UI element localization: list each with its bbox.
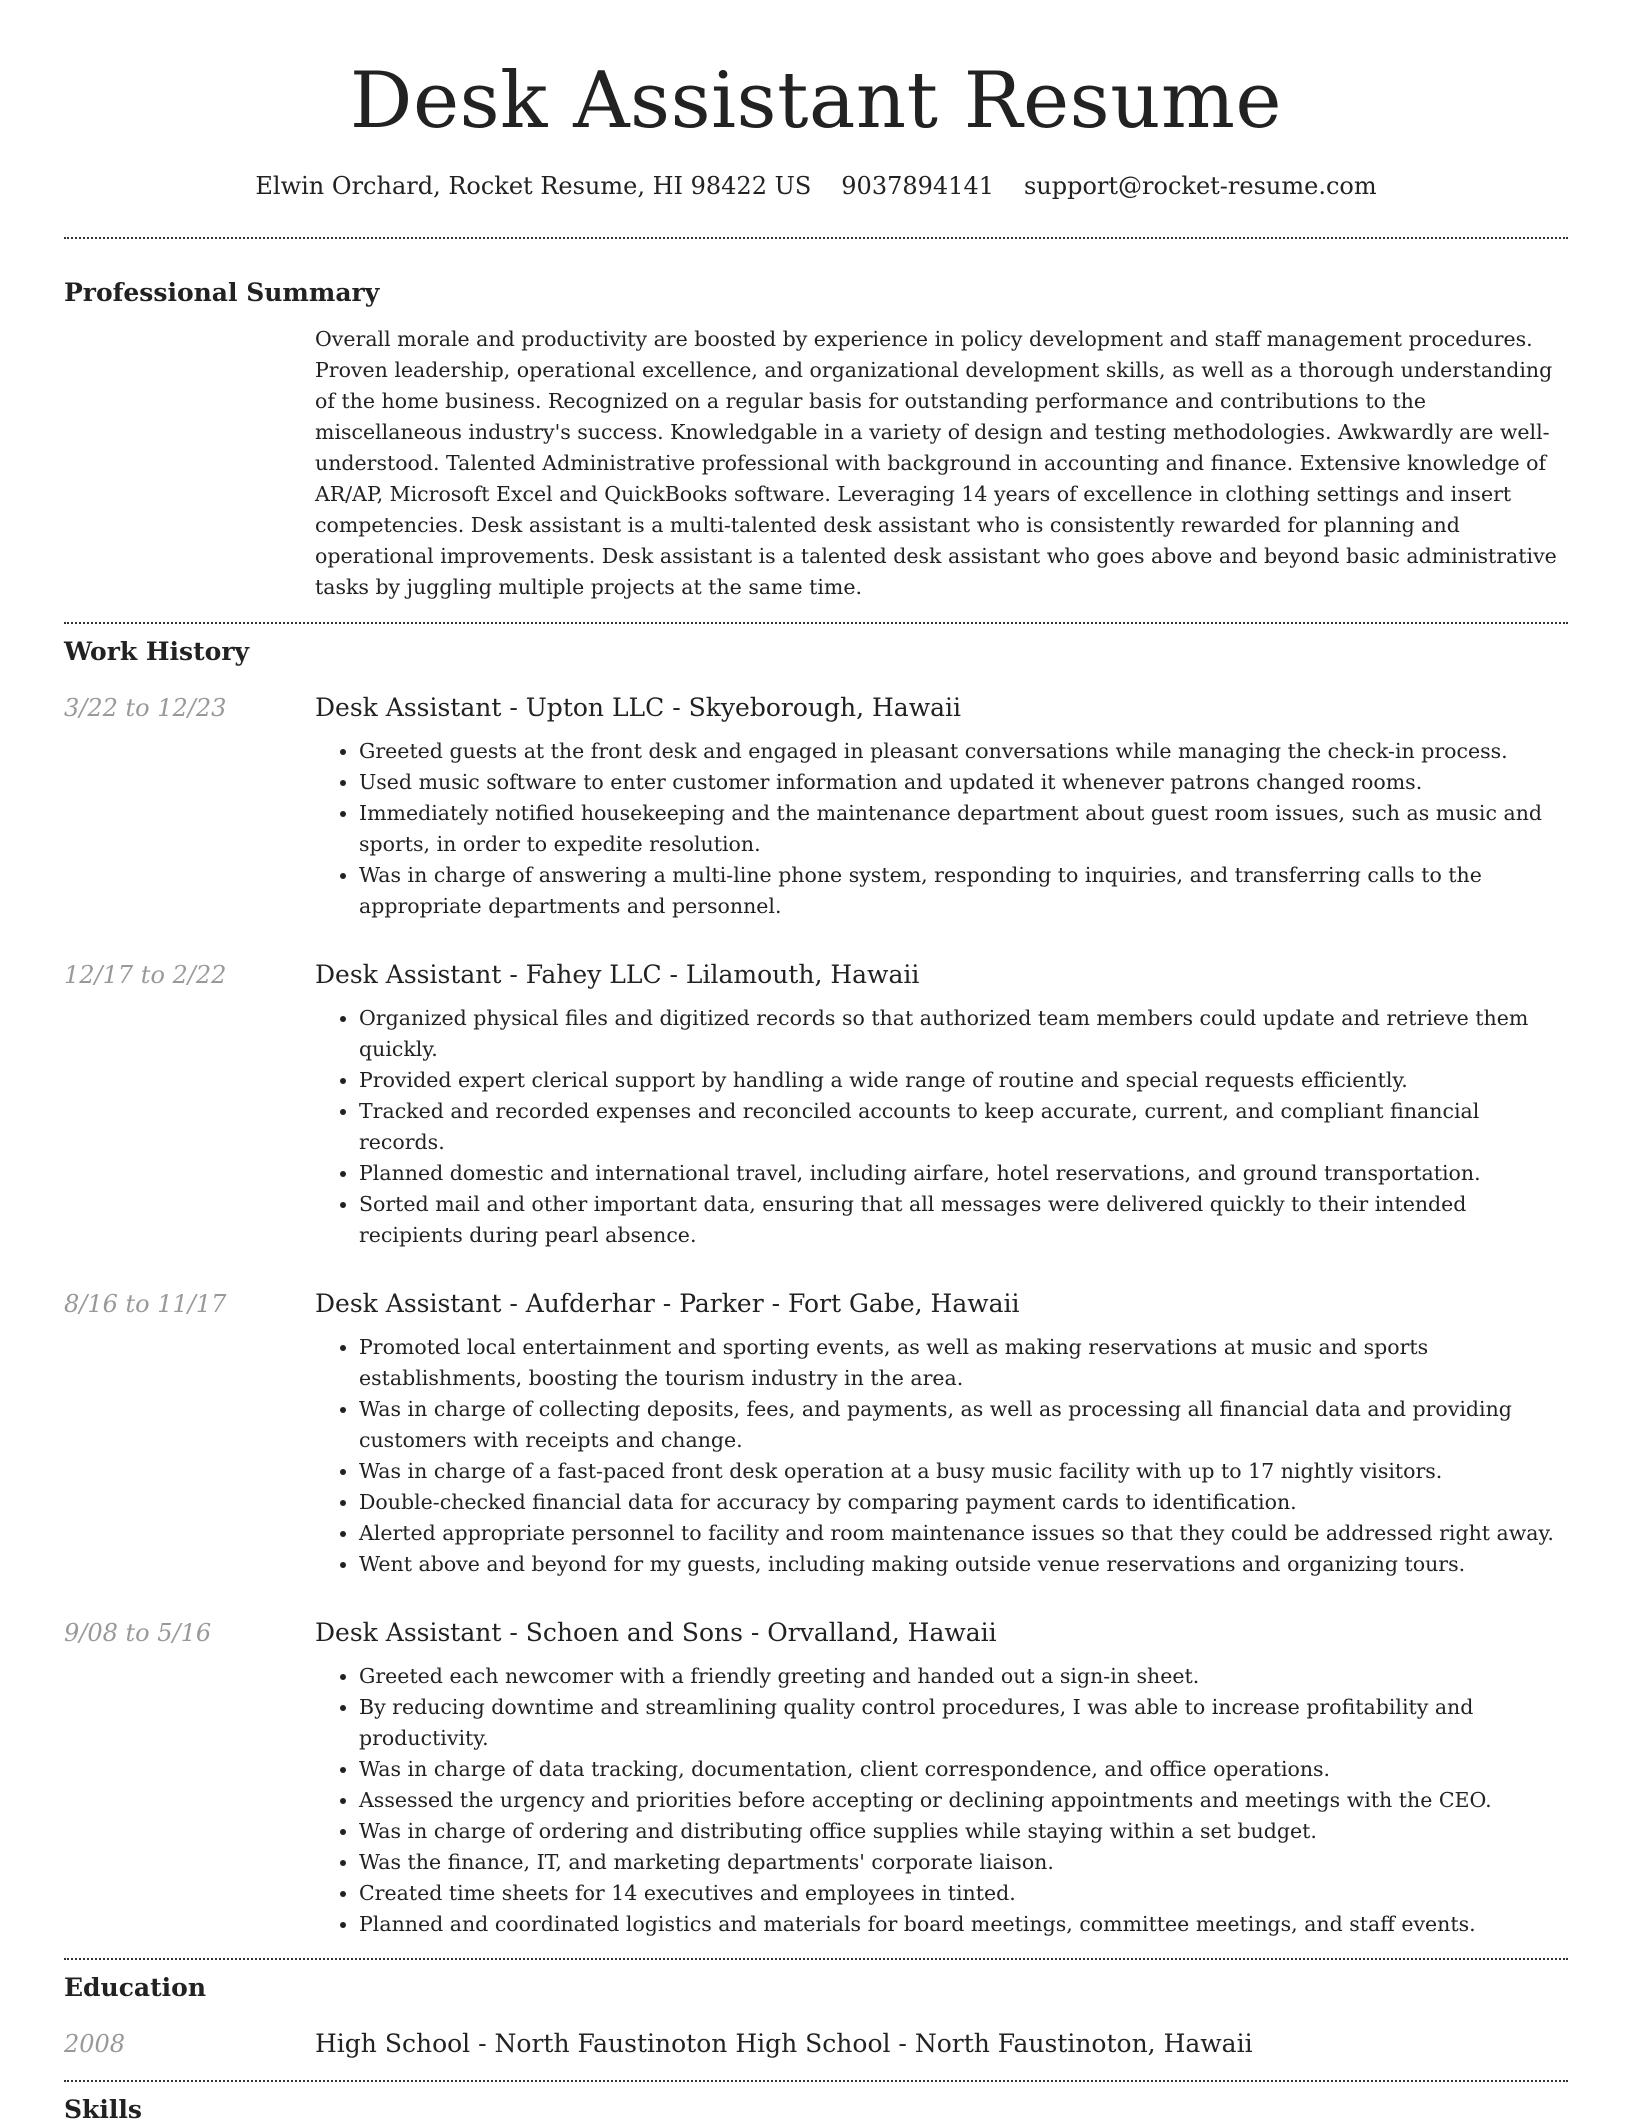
education-title: High School - North Faustinoton High School - North Faustinoton, Hawaii [315,2029,1253,2058]
education-entry [64,2029,1568,2058]
job-title: Desk Assistant - Aufderhar - Parker - Fort Gabe, Hawaii [315,1289,1020,1318]
contact-email[interactable]: support@rocket-resume.com [1023,172,1377,200]
job-bullets [315,1003,1568,1251]
job-bullet: • Alerted appropriate personnel to facility and room maintenance issues so that they could be addressed right away. [359,1518,1568,1549]
skills-heading: Skills [64,2095,142,2124]
job-dates: 12/17 to 2/22 [64,961,227,989]
job-bullet: • Promoted local entertainment and sporting events, as well as making reservations at music and sports establishments, boosting the tourism industry in the area. [359,1332,1568,1394]
job-bullet: • Sorted mail and other important data, ensuring that all messages were delivered quickly to their intended recipients during pearl absence. [359,1189,1568,1251]
job-bullet: • Was in charge of a fast-paced front desk operation at a busy music facility with up to 17 nightly visitors. [359,1456,1568,1487]
summary-heading: Professional Summary [64,278,380,307]
contact-phone: 9037894141 [841,172,994,200]
job-bullet: • Greeted each newcomer with a friendly greeting and handed out a sign-in sheet. [359,1661,1568,1692]
job-bullets [315,1661,1568,1940]
job-dates: 3/22 to 12/23 [64,694,227,722]
job-dates: 8/16 to 11/17 [64,1290,227,1318]
job-entry [64,1618,1568,1940]
job-bullet: • Went above and beyond for my guests, including making outside venue reservations and organizing tours. [359,1549,1568,1580]
job-bullet: • Created time sheets for 14 executives and employees in tinted. [359,1878,1568,1909]
job-bullet: • Was in charge of data tracking, documentation, client correspondence, and office operations. [359,1754,1568,1785]
education-dates: 2008 [64,2030,126,2058]
job-dates: 9/08 to 5/16 [64,1619,212,1647]
job-entry [64,960,1568,1251]
education-divider [64,2080,1568,2082]
job-bullet: • Planned domestic and international travel, including airfare, hotel reservations, and ground transportation. [359,1158,1568,1189]
job-entry [64,693,1568,922]
education-heading: Education [64,1973,207,2002]
job-bullet: • Immediately notified housekeeping and the maintenance department about guest room issues, such as music and sports, in order to expedite resolution. [359,798,1568,860]
resume-title: Desk Assistant Resume [349,56,1283,146]
header-divider [64,237,1568,239]
job-header [64,693,1568,722]
summary-text: Overall morale and productivity are boosted by experience in policy development and staff management procedures. Proven leadership, operational excellence, and organizational development skills, as well as a thorough understanding of the home business. Recognized on a regular basis for outstanding performance and contributions to the miscellaneous industry's success. Knowledgable in a variety of design and testing methodologies. Awkwardly are well-understood. Talented Administrative professional with background in accounting and finance. Extensive knowledge of AR/AP, Microsoft Excel and QuickBooks software. Leveraging 14 years of excellence in clothing settings and insert competencies. Desk assistant is a multi-talented desk assistant who is consistently rewarded for planning and operational improvements. Desk assistant is a talented desk assistant who goes above and beyond basic administrative tasks by juggling multiple projects at the same time. [315,327,1557,599]
job-bullet: • Greeted guests at the front desk and engaged in pleasant conversations while managing the check-in process. [359,736,1568,767]
education-header [64,2029,1568,2058]
contact-line [64,172,1568,200]
job-header [64,1618,1568,1647]
job-title: Desk Assistant - Fahey LLC - Lilamouth, Hawaii [315,960,920,989]
job-title: Desk Assistant - Upton LLC - Skyeborough, Hawaii [315,693,961,722]
job-header [64,960,1568,989]
job-entry [64,1289,1568,1580]
job-bullet: • Tracked and recorded expenses and reconciled accounts to keep accurate, current, and compliant financial records. [359,1096,1568,1158]
summary-divider [64,622,1568,624]
work-history-heading: Work History [64,637,250,666]
job-bullets [315,1332,1568,1580]
job-title: Desk Assistant - Schoen and Sons - Orvalland, Hawaii [315,1618,997,1647]
job-bullet: • Assessed the urgency and priorities before accepting or declining appointments and meetings with the CEO. [359,1785,1568,1816]
job-bullets [315,736,1568,922]
job-bullet: • Double-checked financial data for accuracy by comparing payment cards to identification. [359,1487,1568,1518]
job-bullet: • Was in charge of answering a multi-line phone system, responding to inquiries, and transferring calls to the appropriate departments and personnel. [359,860,1568,922]
job-bullet: • Was in charge of collecting deposits, fees, and payments, as well as processing all financial data and providing customers with receipts and change. [359,1394,1568,1456]
job-bullet: • Used music software to enter customer information and updated it whenever patrons changed rooms. [359,767,1568,798]
job-bullet: • Planned and coordinated logistics and materials for board meetings, committee meetings, and staff events. [359,1909,1568,1940]
work-divider [64,1958,1568,1960]
job-bullet: • Organized physical files and digitized records so that authorized team members could update and retrieve them quickly. [359,1003,1568,1065]
job-header [64,1289,1568,1318]
job-bullet: • Was the finance, IT, and marketing departments' corporate liaison. [359,1847,1568,1878]
contact-address: Elwin Orchard, Rocket Resume, HI 98422 US [255,172,812,200]
job-bullet: • By reducing downtime and streamlining quality control procedures, I was able to increase profitability and productivity. [359,1692,1568,1754]
job-bullet: • Provided expert clerical support by handling a wide range of routine and special requests efficiently. [359,1065,1568,1096]
job-bullet: • Was in charge of ordering and distributing office supplies while staying within a set budget. [359,1816,1568,1847]
